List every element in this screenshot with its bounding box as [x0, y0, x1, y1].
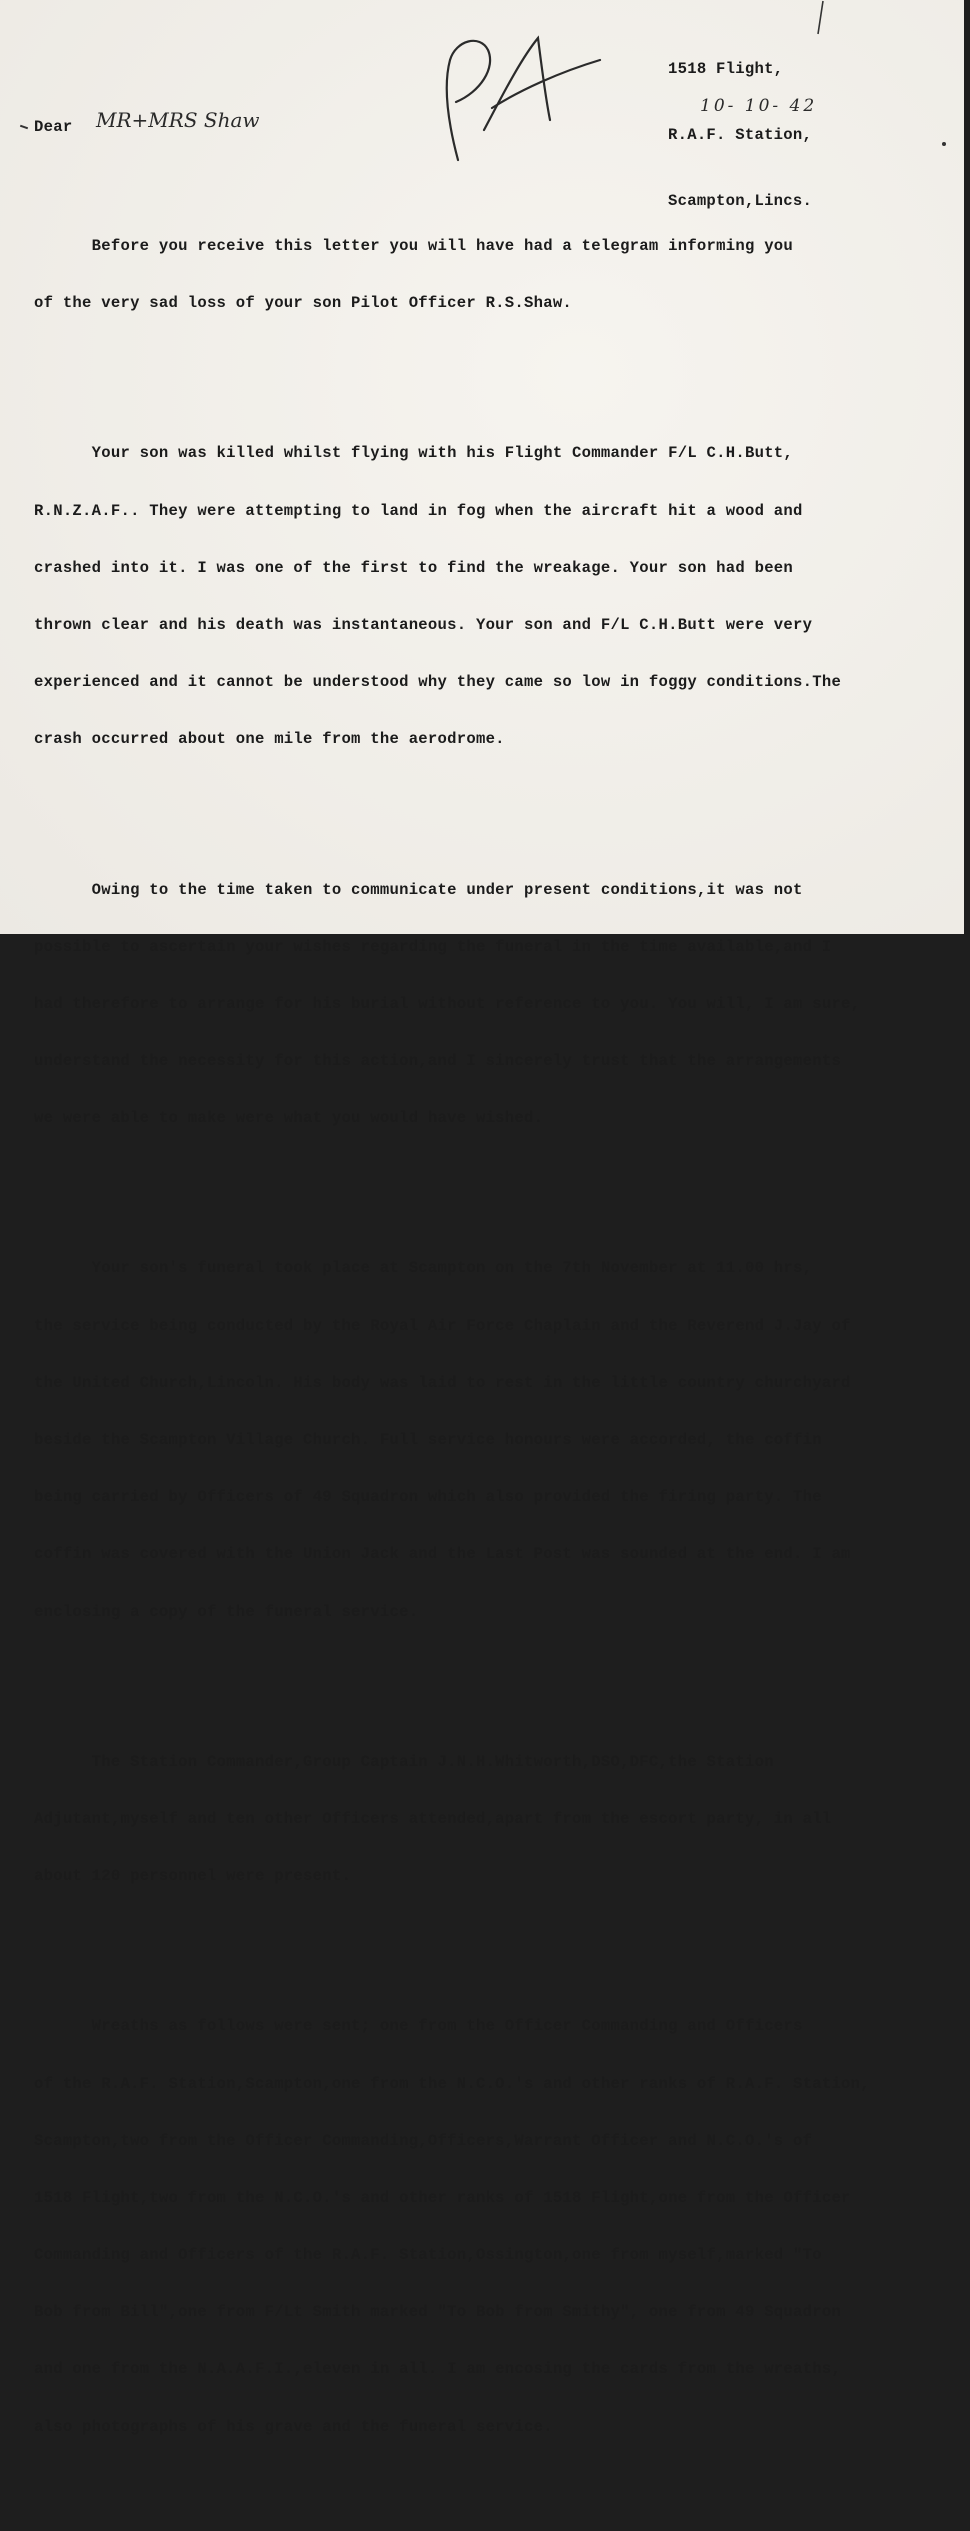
text-line: Your son was killed whilst flying with his Flight Commander F/L C.H.Butt, [34, 444, 794, 463]
ink-dot [942, 142, 946, 146]
salutation: Dear [34, 118, 73, 136]
text-line: Bob from Bill",one from F/Lt Smith marked "To Bob from Smithy", one from 49 Squadron [34, 2303, 842, 2322]
address-line: R.A.F. Station, [668, 126, 813, 144]
letter-body [34, 164, 870, 2531]
text-line: and one from the N.A.A.F.I.,eleven in all. I am encosing the cards from the wreaths, [34, 2360, 842, 2379]
text-line: of the R.A.F. Station,Scampton,one from the N.C.O.'s and other ranks of R.A.F. Station, [34, 2074, 870, 2093]
text-line: had therefore to arrange for his burial without reference to you. You will, I am sure, [34, 994, 861, 1013]
text-line: being carried by Officers of 49 Squadron which also provided the firing party. The [34, 1488, 822, 1507]
pen-stroke-mark [814, 0, 826, 36]
handwritten-recipient-name: MR+MRS Shaw [96, 108, 260, 132]
text-line: experienced and it cannot be understood why they came so low in foggy conditions.The [34, 673, 842, 692]
text-line: thrown clear and his death was instantaneous. Your son and F/L C.H.Butt were very [34, 615, 813, 634]
text-line: Wreaths as follows were sent; one from the Officer Commanding and Officers [34, 2017, 803, 2036]
text-line: understand the necessity for this action,and I sincerely trust that the arrangements [34, 1052, 842, 1071]
text-line: Scampton,two from the Officer Commanding,Officers,Warrant Officer and N.C.O.'s of [34, 2131, 813, 2150]
address-line: 1518 Flight, [668, 60, 784, 78]
paragraph [34, 407, 870, 786]
text-line: we were able to make were what you would have wished. [34, 1109, 544, 1128]
text-line: Before you receive this letter you will have had a telegram informing you [34, 237, 794, 255]
paragraph [34, 1980, 870, 2474]
margin-tick [20, 125, 28, 130]
paragraph [34, 1222, 870, 1658]
paragraph [34, 844, 870, 1166]
text-line: The Station Commander,Group Captain J.N.H.Whitworth,DSO,DFC,the Station [34, 1752, 774, 1771]
text-line: Commanding and Officers of the R.A.F. Station,Ossington,one from myself,marked "To [34, 2246, 822, 2265]
text-line: beside the Scampton Village Church. Full service honours were accorded, the coffin [34, 1431, 822, 1449]
text-line: Owing to the time taken to communicate under present conditions,it was not [34, 880, 803, 899]
text-line: of the very sad loss of your son Pilot Officer R.S.Shaw. [34, 294, 573, 313]
text-line: possible to ascertain your wishes regarding the funeral in the time available,and I [34, 937, 832, 956]
text-line: enclosing a copy of the funeral service. [34, 1602, 419, 1621]
text-line: crashed into it. I was one of the first to find the wreakage. Your son had been [34, 558, 794, 577]
text-line: the United Church,Lincoln. His body was laid to rest in the little country churchyard [34, 1373, 851, 1392]
text-line: also photographs of his grave and the funeral service. [34, 2417, 553, 2436]
text-line: 1518 Flight,two from the N.C.O.'s and other ranks of 1518 Flight,one from the Officer [34, 2188, 851, 2207]
address-line: Scampton,Lincs. [668, 192, 813, 210]
text-line: Your son's funeral took place at Scampton on the 7th November at 11.00 hrs, [34, 1259, 813, 1278]
text-line: Adjutant,myself and ten other Officers attended,apart from the escort party, in all [34, 1809, 832, 1828]
text-line: the service being conducted by the Royal Air Force Chaplain and the Reverend J.Jay of [34, 1316, 851, 1335]
text-line: about 120 personnel were present. [34, 1867, 352, 1886]
text-line: coffin was covered with the Union Jack and the Last Post was sounded at the end. I am [34, 1545, 851, 1564]
paragraph [34, 1716, 870, 1924]
handwritten-date: 10- 10- 42 [700, 96, 818, 116]
text-line: R.N.Z.A.F.. They were attempting to land in fog when the aircraft hit a wood and [34, 501, 803, 520]
text-line: crash occurred about one mile from the aerodrome. [34, 730, 505, 749]
handwritten-initials-pa [420, 20, 610, 170]
paragraph [34, 200, 870, 350]
